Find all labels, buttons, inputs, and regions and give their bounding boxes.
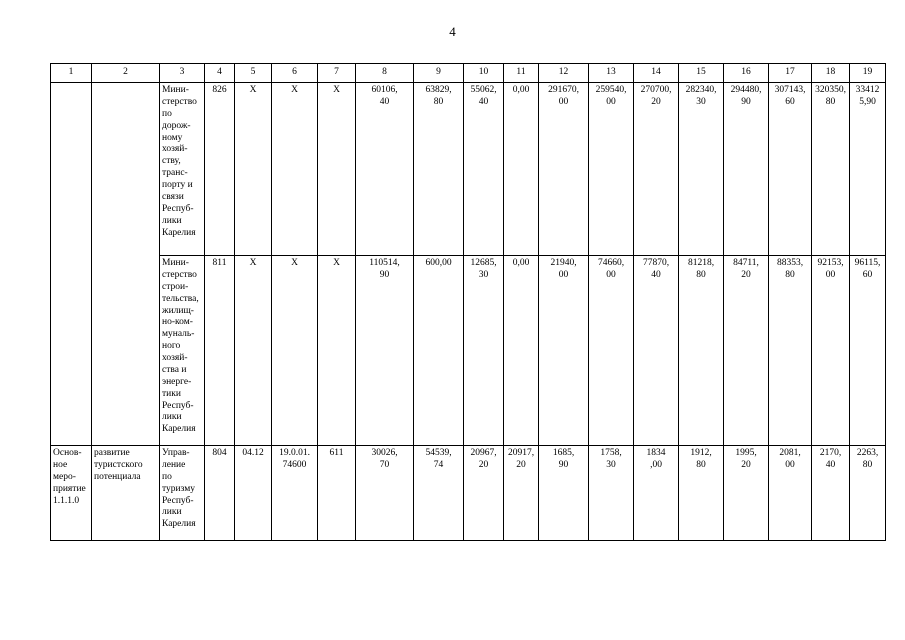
table-cell: 811 — [205, 256, 235, 446]
column-header: 11 — [504, 64, 539, 83]
table-cell: 20917, 20 — [504, 446, 539, 541]
table-cell: 0,00 — [504, 256, 539, 446]
table-cell: 320350, 80 — [812, 83, 850, 256]
column-header: 4 — [205, 64, 235, 83]
table-cell: 600,00 — [414, 256, 464, 446]
table-cell: 60106, 40 — [356, 83, 414, 256]
table-cell — [92, 83, 160, 446]
table-cell: Управ- ление по туризму Респуб- лики Карелия — [160, 446, 205, 541]
column-header: 13 — [589, 64, 634, 83]
table-cell: X — [235, 83, 272, 256]
table-cell: 54539, 74 — [414, 446, 464, 541]
table-cell: 55062, 40 — [464, 83, 504, 256]
table-cell: 804 — [205, 446, 235, 541]
column-header: 17 — [769, 64, 812, 83]
table-cell: 307143, 60 — [769, 83, 812, 256]
table-cell: 92153, 00 — [812, 256, 850, 446]
table-cell: 74660, 00 — [589, 256, 634, 446]
table-cell: 294480, 90 — [724, 83, 769, 256]
column-header: 12 — [539, 64, 589, 83]
table-cell — [51, 83, 92, 446]
table-cell: Основ- ное меро- приятие 1.1.1.0 — [51, 446, 92, 541]
table-cell: 826 — [205, 83, 235, 256]
table-cell: X — [235, 256, 272, 446]
table-cell: 291670, 00 — [539, 83, 589, 256]
column-header: 19 — [850, 64, 886, 83]
table-row — [51, 446, 886, 541]
table-cell: 19.0.01. 74600 — [272, 446, 318, 541]
table-cell: 77870, 40 — [634, 256, 679, 446]
table-cell: 2081, 00 — [769, 446, 812, 541]
column-header: 16 — [724, 64, 769, 83]
budget-table — [50, 63, 886, 541]
table-cell: 611 — [318, 446, 356, 541]
column-header: 18 — [812, 64, 850, 83]
table-cell: 1834 ,00 — [634, 446, 679, 541]
column-header: 2 — [92, 64, 160, 83]
table-cell: 88353, 80 — [769, 256, 812, 446]
table-cell: X — [318, 83, 356, 256]
page-number: 4 — [449, 24, 456, 39]
table-cell: 2263, 80 — [850, 446, 886, 541]
column-header: 6 — [272, 64, 318, 83]
table-cell: X — [272, 256, 318, 446]
table-row — [51, 256, 886, 446]
table-cell: 1912, 80 — [679, 446, 724, 541]
table-cell: 270700, 20 — [634, 83, 679, 256]
column-header: 15 — [679, 64, 724, 83]
table-cell: 63829, 80 — [414, 83, 464, 256]
table-cell: X — [318, 256, 356, 446]
table-cell: 33412 5,90 — [850, 83, 886, 256]
table-cell: 259540, 00 — [589, 83, 634, 256]
column-header: 14 — [634, 64, 679, 83]
column-header: 7 — [318, 64, 356, 83]
table-cell: 96115, 60 — [850, 256, 886, 446]
column-header: 1 — [51, 64, 92, 83]
table-cell: 21940, 00 — [539, 256, 589, 446]
table-cell: 84711, 20 — [724, 256, 769, 446]
column-header: 9 — [414, 64, 464, 83]
table-cell: 110514, 90 — [356, 256, 414, 446]
table-cell: 20967, 20 — [464, 446, 504, 541]
table-cell: 2170, 40 — [812, 446, 850, 541]
column-header: 5 — [235, 64, 272, 83]
table-cell: 81218, 80 — [679, 256, 724, 446]
table-cell: 12685, 30 — [464, 256, 504, 446]
table-cell: Мини- стерство строи- тельства, жилищ- но-ком- муналь- ного хозяй- ства и энерге- тики Респуб- лики Карелия — [160, 256, 205, 446]
table-cell: 04.12 — [235, 446, 272, 541]
table-cell: 1758, 30 — [589, 446, 634, 541]
table-row — [51, 83, 886, 256]
table-header-row — [51, 64, 886, 83]
table-cell: 1995, 20 — [724, 446, 769, 541]
table-cell: Мини- стерство по дорож- ному хозяй- ству, транс- порту и связи Респуб- лики Карелия — [160, 83, 205, 256]
column-header: 3 — [160, 64, 205, 83]
table-cell: 282340, 30 — [679, 83, 724, 256]
table-cell: 30026, 70 — [356, 446, 414, 541]
table-cell: 1685, 90 — [539, 446, 589, 541]
table-cell: 0,00 — [504, 83, 539, 256]
column-header: 8 — [356, 64, 414, 83]
table-cell: X — [272, 83, 318, 256]
table-cell: развитие туристского потенциала — [92, 446, 160, 541]
column-header: 10 — [464, 64, 504, 83]
